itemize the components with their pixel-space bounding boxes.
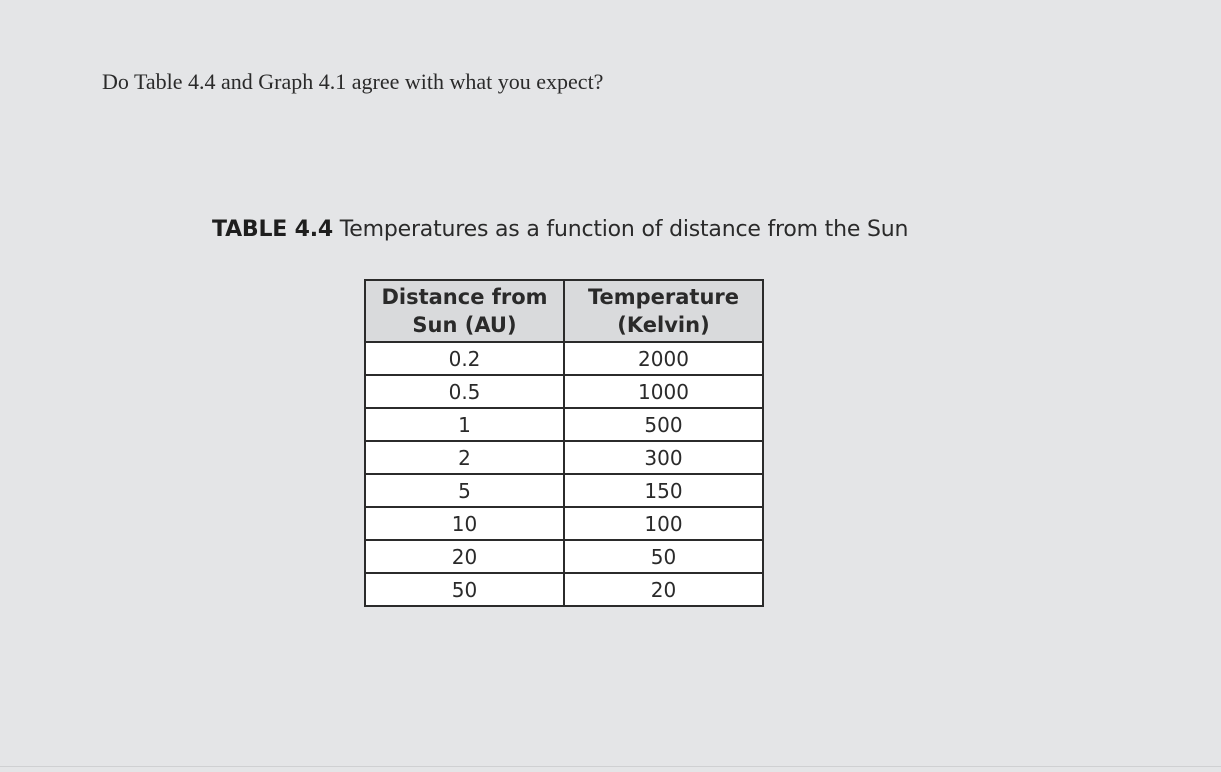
- temperature-cell: 150: [564, 474, 763, 507]
- page-bottom-divider: [0, 766, 1221, 767]
- distance-header-line-2: Sun (AU): [412, 313, 517, 337]
- table-caption-text: Temperatures as a function of distance from the Sun: [339, 217, 909, 242]
- table-header-row: [365, 280, 763, 342]
- distance-header-line-1: Distance from: [381, 285, 548, 309]
- table-row: [365, 441, 763, 474]
- table-row: [365, 507, 763, 540]
- table-caption: [212, 215, 908, 245]
- distance-column-header: [365, 280, 564, 342]
- distance-cell: 1: [365, 408, 564, 441]
- table-row: [365, 474, 763, 507]
- distance-cell: 5: [365, 474, 564, 507]
- table-row: [365, 375, 763, 408]
- temperature-cell: 2000: [564, 342, 763, 375]
- temperature-cell: 50: [564, 540, 763, 573]
- distance-cell: 0.5: [365, 375, 564, 408]
- temperature-cell: 300: [564, 441, 763, 474]
- temperature-cell: 100: [564, 507, 763, 540]
- table-row: [365, 342, 763, 375]
- distance-cell: 2: [365, 441, 564, 474]
- table-row: [365, 540, 763, 573]
- distance-cell: 20: [365, 540, 564, 573]
- table-row: [365, 573, 763, 606]
- table-caption-label: TABLE 4.4: [212, 217, 333, 242]
- distance-cell: 50: [365, 573, 564, 606]
- temperature-cell: 20: [564, 573, 763, 606]
- temperature-cell: 1000: [564, 375, 763, 408]
- distance-cell: 10: [365, 507, 564, 540]
- temperature-header-line-1: Temperature: [587, 285, 740, 309]
- temperature-header-line-2: (Kelvin): [617, 313, 710, 337]
- distance-cell: 0.2: [365, 342, 564, 375]
- question-text: Do Table 4.4 and Graph 4.1 agree with what you expect?: [102, 69, 604, 94]
- table-row: [365, 408, 763, 441]
- temperature-table: [364, 279, 764, 607]
- temperature-column-header: [564, 280, 763, 342]
- temperature-cell: 500: [564, 408, 763, 441]
